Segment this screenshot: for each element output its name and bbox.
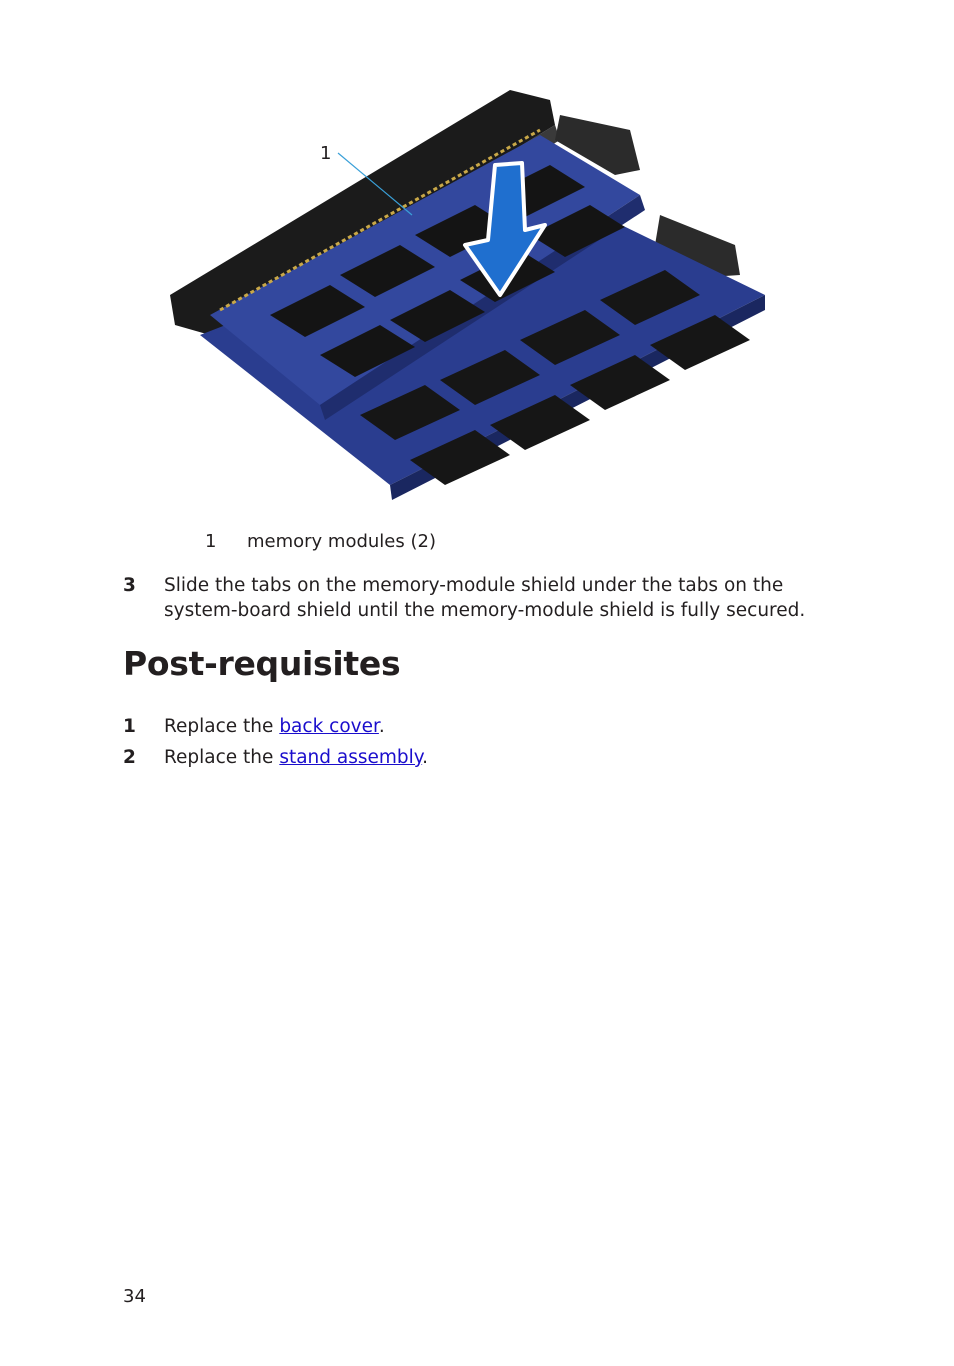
legend-label: memory modules (2) [247,531,436,552]
step-number: 2 [123,747,136,768]
step-number: 1 [123,716,136,737]
page-number: 34 [123,1286,146,1307]
step-prefix: Replace the [164,716,280,737]
legend-number: 1 [205,531,217,552]
step-text: Slide the tabs on the memory-module shield under the tabs on the system-board shield until the memory-module shield is fully secured. [164,575,806,621]
callout-number: 1 [320,143,332,164]
postreq-step-1 [123,714,844,739]
section-heading: Post-requisites [123,644,401,683]
procedure-step-3 [123,573,844,623]
step-text [164,745,844,770]
step-suffix: . [422,747,428,768]
step-suffix: . [378,716,385,737]
figure-legend-row [205,531,436,552]
memory-module-illustration [160,85,780,515]
postreq-step-2 [123,745,844,770]
stand-assembly-link[interactable]: stand assembly [279,747,423,768]
step-number: 3 [123,575,136,596]
step-text [164,714,844,739]
back-cover-link[interactable]: back cover [279,716,379,737]
step-prefix: Replace the [164,747,280,768]
